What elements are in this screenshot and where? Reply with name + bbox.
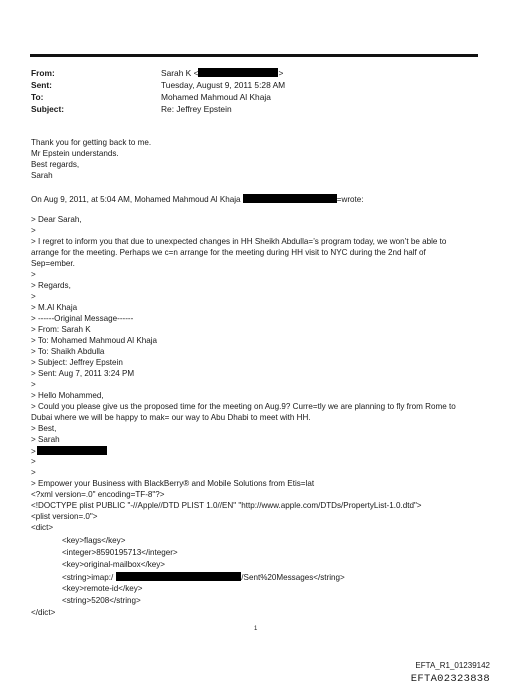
quoted-line: > Sarah [31, 435, 60, 444]
from-close: > [278, 68, 284, 78]
quoted-line: <dict> [31, 523, 54, 532]
quoted-line: > From: Sarah K [31, 325, 91, 334]
quoted-line: > [31, 457, 36, 466]
plist-string-suffix: /Sent%20Messages</string> [241, 573, 345, 582]
attribution-suffix: =wrote: [336, 195, 364, 204]
attribution-prefix: On Aug 9, 2011, at 5:04 AM, Mohamed Mahmoud Al Khaja [31, 195, 241, 204]
quoted-line [31, 446, 107, 457]
quoted-line: > Empower your Business with BlackBerry® and Mobile Solutions from Etis=lat [31, 479, 315, 488]
quoted-line: Sep=ember. [31, 259, 75, 268]
page-number: 1 [254, 626, 258, 632]
sent-label: Sent: [31, 80, 52, 90]
quoted-line: > I regret to inform you that due to unexpected changes in HH Sheikh Abdulla=’s program today, we won’t be able to [31, 237, 447, 246]
quoted-line: > To: Shaikh Abdulla [31, 347, 105, 356]
quoted-line: > Hello Mohammed, [31, 391, 104, 400]
from-value [161, 68, 283, 78]
quoted-line: <?xml version=.0" encoding=TF-8"?> [31, 490, 165, 499]
footer-bates-number: EFTA02323838 [410, 673, 490, 685]
quote-marker: > [31, 447, 36, 456]
redaction-box [198, 68, 278, 77]
redaction-box [116, 572, 241, 581]
quoted-line: > [31, 226, 36, 235]
quoted-line: > Dear Sarah, [31, 215, 82, 224]
header-divider [30, 54, 478, 57]
reply-line: Thank you for getting back to me. [31, 138, 152, 147]
quoted-line: > Regards, [31, 281, 71, 290]
plist-line: <key>remote-id</key> [62, 584, 143, 593]
quoted-line: > Subject: Jeffrey Epstein [31, 358, 123, 367]
quoted-line: > Best, [31, 424, 57, 433]
sent-value: Tuesday, August 9, 2011 5:28 AM [161, 80, 286, 90]
quoted-line: > [31, 292, 36, 301]
reply-line: Sarah [31, 171, 53, 180]
footer-bates-r1: EFTA_R1_01239142 [415, 661, 490, 670]
subject-label: Subject: [31, 104, 65, 114]
quoted-line: > M.Al Khaja [31, 303, 78, 312]
quoted-line: > [31, 380, 36, 389]
from-label: From: [31, 68, 55, 78]
quoted-line: > [31, 270, 36, 279]
plist-string-prefix: <string>imap:/ [62, 573, 114, 582]
dict-close: </dict> [31, 608, 56, 617]
redaction-box [243, 194, 337, 203]
to-value: Mohamed Mahmoud Al Khaja [161, 92, 271, 102]
plist-line: <key>flags</key> [62, 536, 126, 545]
plist-line: <key>original-mailbox</key> [62, 560, 166, 569]
reply-line: Best regards, [31, 160, 80, 169]
quoted-line: arrange for the meeting. Perhaps we c=n arrange for the meeting during HH visit to NYC during the 2nd half of [31, 248, 426, 257]
quoted-line: > ------Original Message------ [31, 314, 134, 323]
quoted-line: <!DOCTYPE plist PUBLIC "-//Apple//DTD PLIST 1.0//EN" "http://www.apple.com/DTDs/PropertyList-1.0.dtd"> [31, 501, 422, 510]
to-label: To: [31, 92, 44, 102]
quoted-line: <plist version=.0"> [31, 512, 98, 521]
redaction-box [37, 446, 107, 455]
subject-value: Re: Jeffrey Epstein [161, 104, 232, 114]
quoted-line: > [31, 468, 36, 477]
reply-line: Mr Epstein understands. [31, 149, 119, 158]
plist-line: <integer>8590195713</integer> [62, 548, 178, 557]
quoted-line: > To: Mohamed Mahmoud Al Khaja [31, 336, 158, 345]
plist-line: <string>5208</string> [62, 596, 141, 605]
quoted-line: > Could you please give us the proposed time for the meeting on Aug.9? Curre=tly we are planning to fly from Rome to [31, 402, 456, 411]
quoted-line: > Sent: Aug 7, 2011 3:24 PM [31, 369, 135, 378]
from-name: Sarah K < [161, 68, 199, 78]
plist-line [62, 572, 345, 583]
quoted-line: Dubai where we will be happy to mak= our way to Abu Dhabi to meet with HH. [31, 413, 311, 422]
attribution-line [31, 194, 364, 205]
